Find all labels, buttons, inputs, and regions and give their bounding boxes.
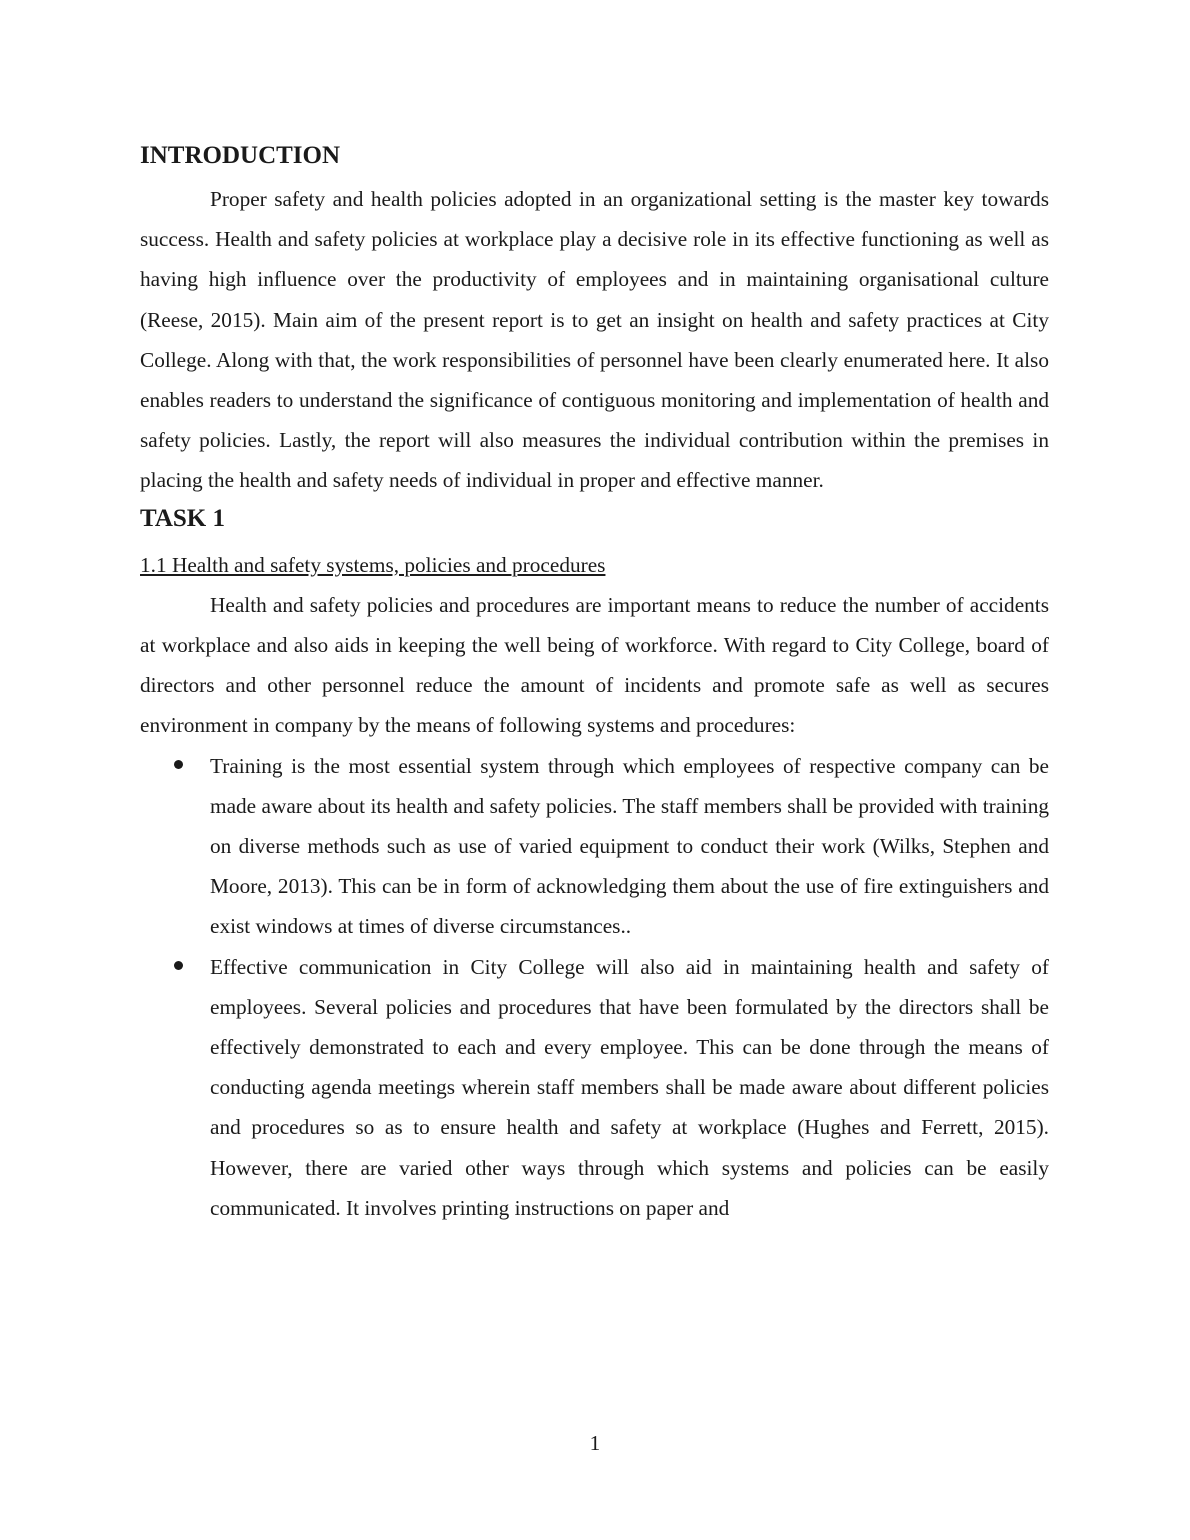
introduction-heading: INTRODUCTION [140, 142, 341, 169]
document-page [140, 138, 1049, 1228]
bullet-text-communication: Effective communication in City College will also aid in maintaining health and safety of employees. Several policies and procedures that have been formulated by the directors shall be effectively demonstrated to each and every employee. This can be done through the means of conducting agenda meetings wherein staff members shall be made aware about different policies and procedures so as to ensure health and safety at workplace (Hughes and Ferrett, 2015). However, there are varied other ways through which systems and policies can be easily communicated. It involves printing instructions on paper and [210, 954, 1049, 1220]
bullet-dot-icon [174, 760, 183, 769]
introduction-paragraph: Proper safety and health policies adopted in an organizational setting is the master key towards success. Health and safety policies at workplace play a decisive role in its effective functioning as well as having high influence over the productivity of employees and in maintaining organisational culture (Reese, 2015). Main aim of the present report is to get an insight on health and safety practices at City College. Along with that, the work responsibilities of personnel have been clearly enumerated here. It also enables readers to understand the significance of contiguous monitoring and implementation of health and safety policies. Lastly, the report will also measures the individual contribution within the premises in placing the health and safety needs of individual in proper and effective manner. [140, 187, 1049, 493]
task1-paragraph: Health and safety policies and procedures are important means to reduce the number of accidents at workplace and also aids in keeping the well being of workforce. With regard to City College, board of directors and other personnel reduce the amount of incidents and promote safe as well as secures environment in company by the means of following systems and procedures: [140, 592, 1049, 738]
systems-bullet-list [140, 746, 1049, 1228]
section-1-1-subheading: 1.1 Health and safety systems, policies and procedures [140, 552, 606, 577]
page-number: 1 [589, 1431, 601, 1455]
task1-heading: TASK 1 [140, 504, 225, 532]
bullet-dot-icon [174, 961, 183, 970]
bullet-item-training [140, 746, 1049, 947]
bullet-text-training: Training is the most essential system through which employees of respective company can be made aware about its health and safety policies. The staff members shall be provided with training on diverse methods such as use of varied equipment to conduct their work (Wilks, Stephen and Moore, 2013). This can be in form of acknowledging them about the use of fire extinguishers and exist windows at times of diverse circumstances.. [210, 753, 1049, 939]
bullet-item-communication [140, 947, 1049, 1228]
